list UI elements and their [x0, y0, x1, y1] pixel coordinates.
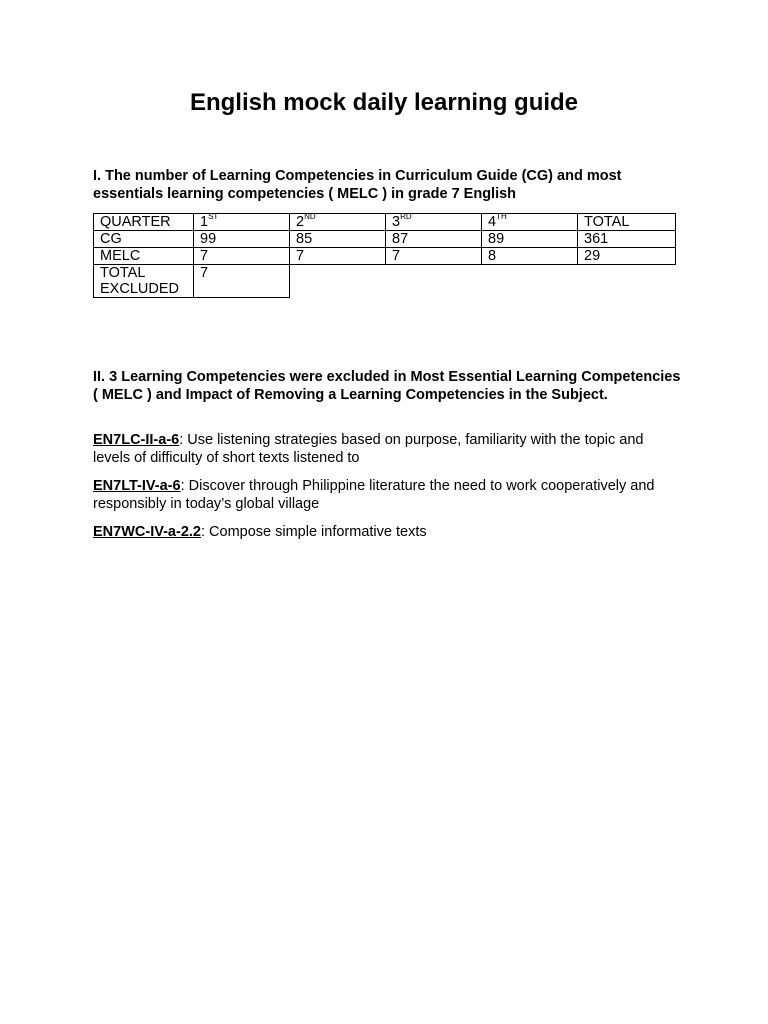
competency-code: EN7WC-IV-a-2.2 — [93, 524, 201, 540]
competency-code: EN7LT-IV-a-6 — [93, 478, 181, 494]
table-cell: 7 — [386, 248, 482, 265]
section-2-heading: II. 3 Learning Competencies were excluded in Most Essential Learning Competencies ( MELC ) and Impact of Removing a Learning Competencies in the Subject. — [93, 369, 681, 403]
table-cell: 29 — [578, 248, 676, 265]
table-cell: 7 — [290, 248, 386, 265]
header-cell: QUARTER — [94, 214, 194, 231]
competency-item — [93, 477, 683, 513]
table-row — [94, 231, 676, 248]
header-cell: $1^{ST`}$ — [194, 214, 290, 231]
page-title: English mock daily learning guide — [189, 89, 579, 116]
competency-item — [93, 431, 683, 467]
table-cell: 85 — [290, 231, 386, 248]
table-cell: 99 — [194, 231, 290, 248]
competency-code: EN7LC-II-a-6 — [93, 432, 180, 448]
competencies-table — [93, 213, 676, 298]
table-cell: 89 — [482, 231, 578, 248]
competency-text: : Discover through Philippine literature the need to work cooperatively and responsibly in today’s global village — [93, 478, 655, 512]
empty-cell — [290, 265, 676, 298]
header-cell: 3RD — [386, 214, 482, 231]
competency-text: : Compose simple informative texts — [200, 524, 427, 540]
table-cell: MELC — [94, 248, 194, 265]
table-cell: 7 — [194, 265, 290, 298]
competency-text: : Use listening strategies based on purpose, familiarity with the topic and levels of difficulty of short texts listened to — [93, 432, 644, 466]
table-cell: 7 — [194, 248, 290, 265]
header-cell: TOTAL — [578, 214, 676, 231]
table-row-total-excluded — [94, 265, 676, 298]
table-cell: 87 — [386, 231, 482, 248]
table-cell: 361 — [578, 231, 676, 248]
header-cell: 2ND — [290, 214, 386, 231]
table-cell: 8 — [482, 248, 578, 265]
table-row — [94, 248, 676, 265]
table-cell: TOTAL EXCLUDED — [94, 265, 194, 298]
table-cell: CG — [94, 231, 194, 248]
table-header-row — [94, 214, 676, 231]
section-1-heading: I. The number of Learning Competencies in Curriculum Guide (CG) and most essentials learning competencies ( MELC ) in grade 7 English — [93, 168, 622, 202]
header-cell: 4TH — [482, 214, 578, 231]
competency-item — [93, 523, 683, 541]
